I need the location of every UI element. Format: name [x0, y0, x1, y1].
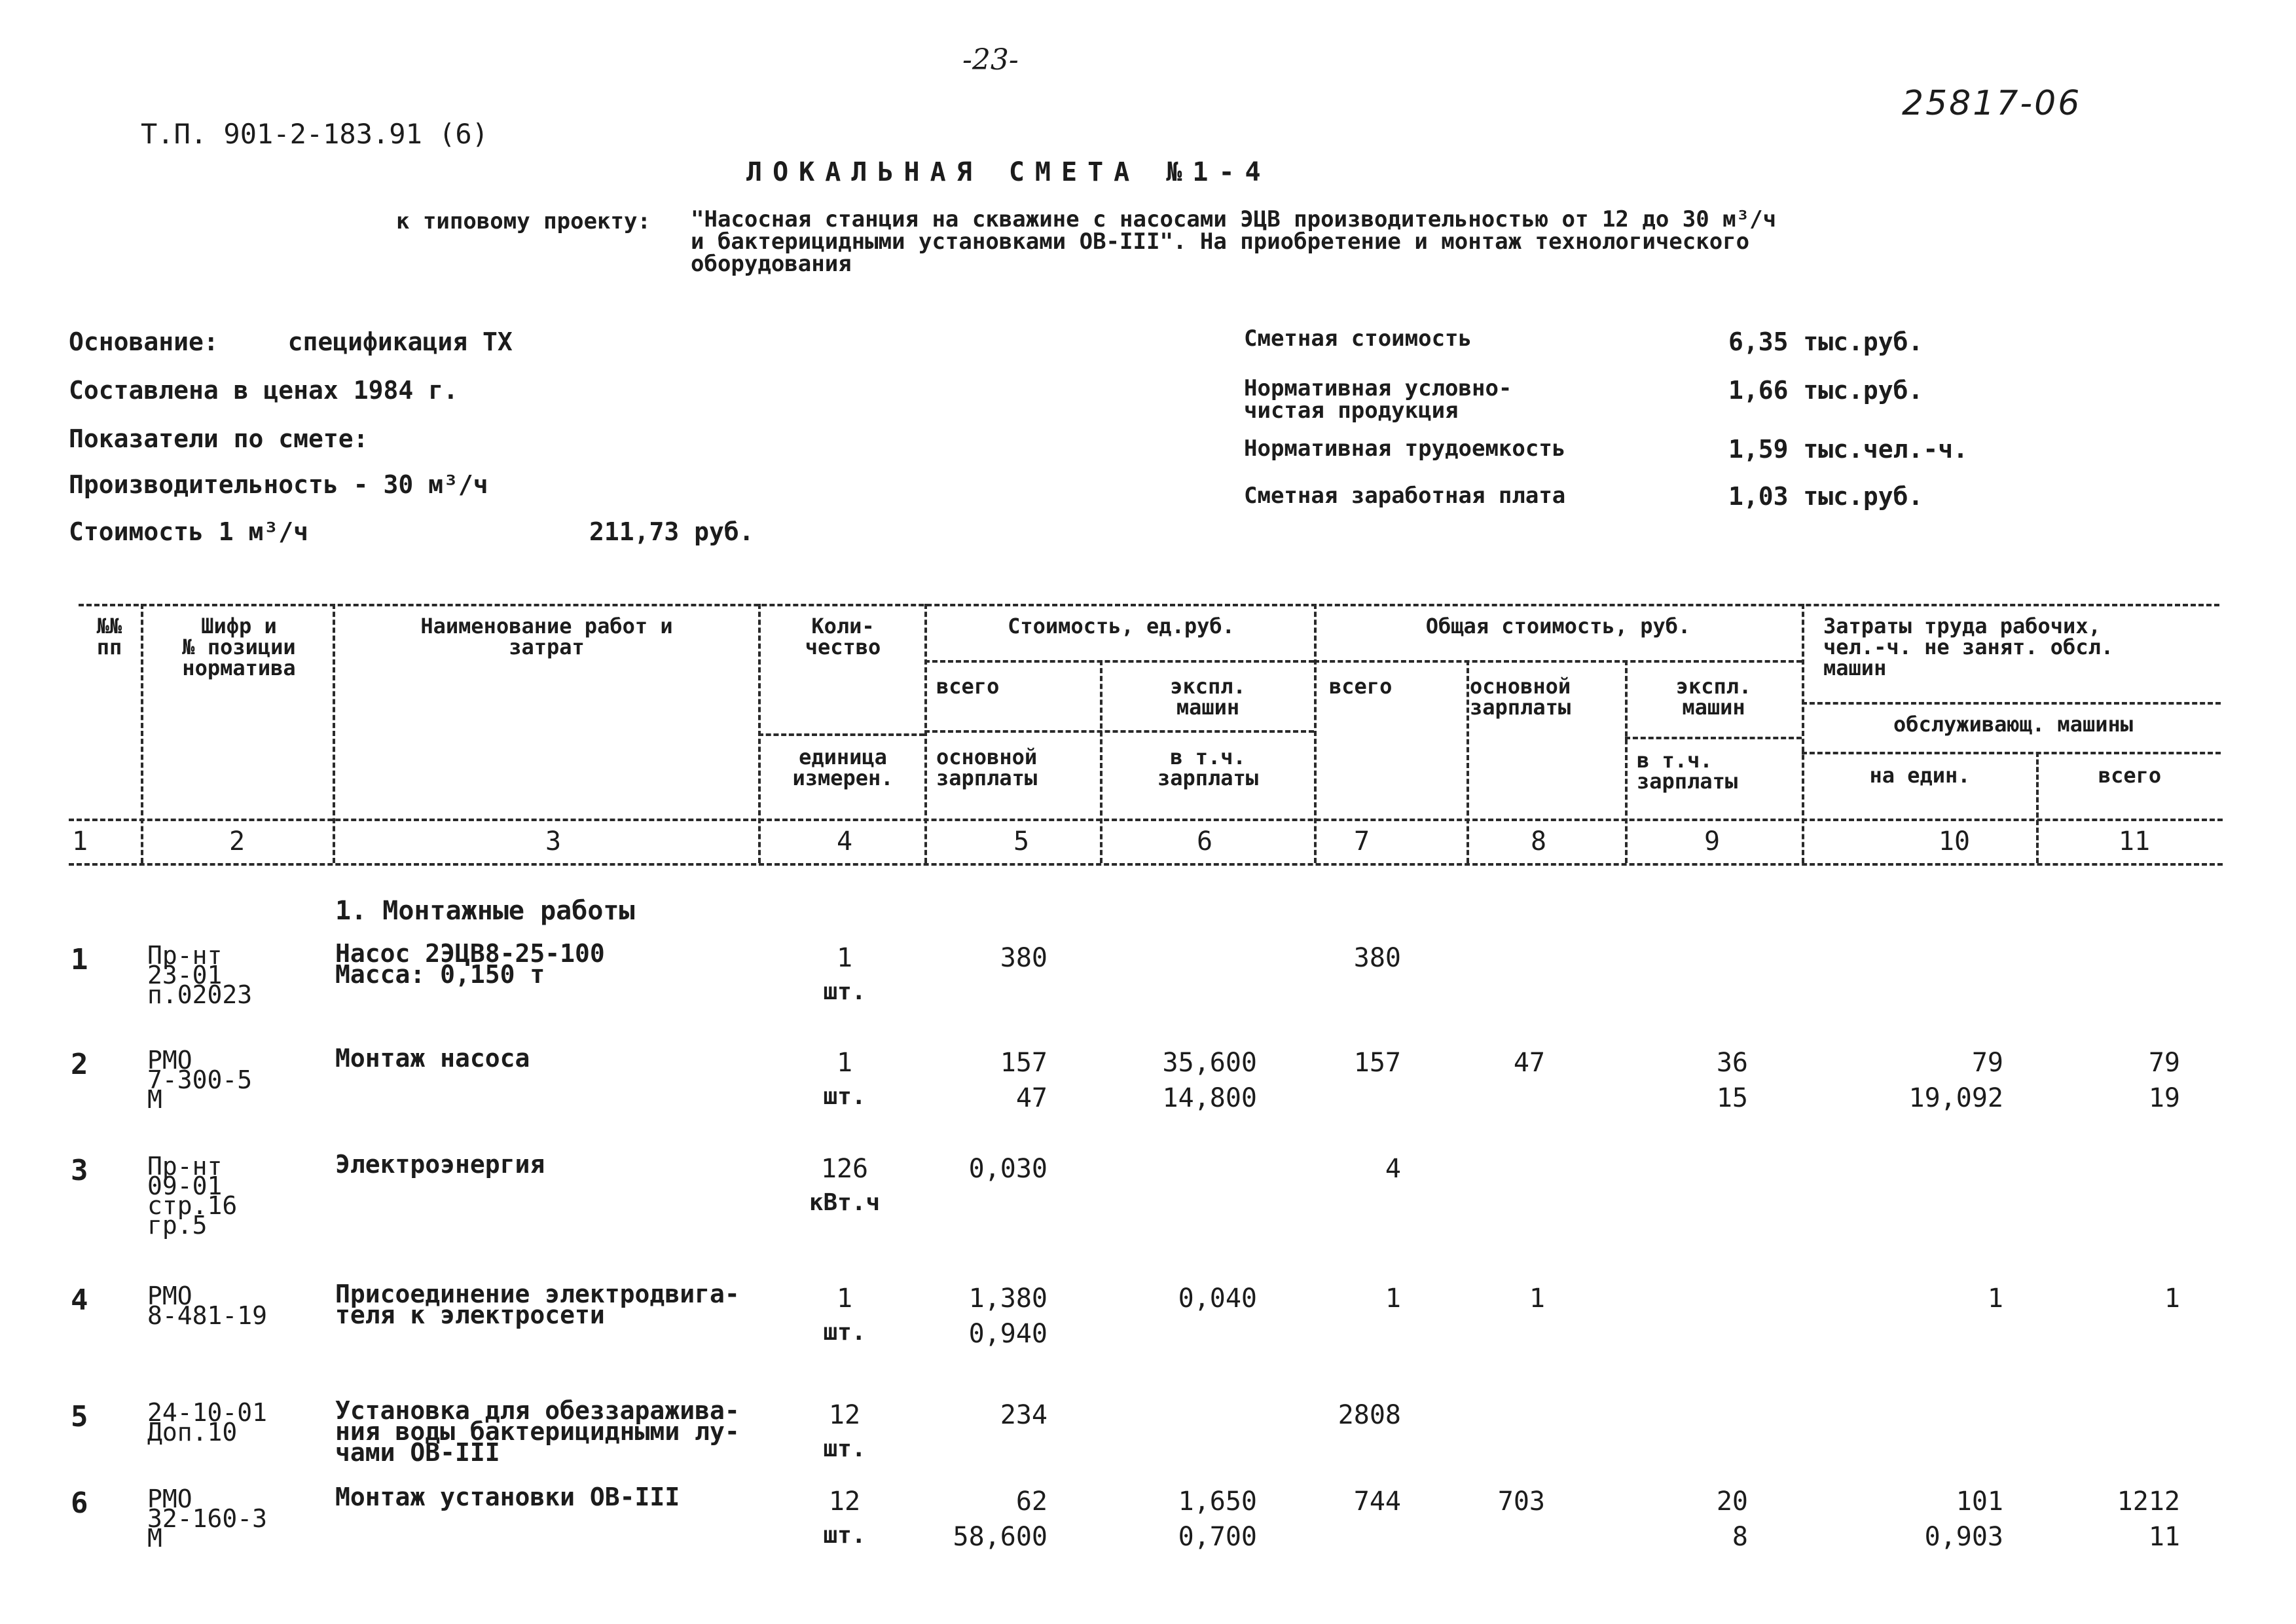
header-labor-machines: обслуживающ. машины	[1893, 712, 2134, 737]
unit-cost-sub-rule	[924, 730, 1314, 733]
column-number: 7	[1353, 826, 1370, 857]
info-unit-cost-value: 211,73 руб.	[589, 517, 754, 546]
row-code: РМО 7-300-5 М	[147, 1046, 253, 1114]
row-total-wages: 703	[1497, 1486, 1545, 1517]
subject-line: "Насосная станция на скважине с насосами ЭЦВ производительностью от 12 до 30 м³/ч	[691, 206, 1777, 232]
info-labor-intensity-value: 1,59 тыс.чел.-ч.	[1728, 435, 1969, 464]
info-unit-cost	[69, 517, 308, 546]
row-labor-total: 79	[2148, 1048, 2180, 1078]
header-unit-machine-wages: в т.ч. зарплаты	[1157, 745, 1259, 790]
info-wages-value: 1,03 тыс.руб.	[1728, 482, 1923, 511]
column-number: 4	[836, 826, 853, 857]
row-quantity: 1	[836, 1048, 853, 1078]
info-labor-intensity-label: Нормативная трудоемкость	[1244, 435, 1566, 462]
document-code: Т.П. 901-2-183.91 (6)	[141, 118, 489, 150]
row-code: Пр-нт 23-01 п.02023	[147, 941, 253, 1009]
row-unit: шт.	[823, 1083, 866, 1110]
header-total-cost: Общая стоимость, руб.	[1425, 614, 1691, 638]
column-number: 8	[1530, 826, 1547, 857]
table-top-rule	[79, 604, 2219, 606]
info-wages-label: Сметная заработная плата	[1244, 483, 1566, 509]
row-labor-unit-sub: 19,092	[1908, 1083, 2003, 1113]
header-total-wages: основной зарплаты	[1470, 674, 1571, 720]
row-code: РМО 32-160-3 М	[147, 1485, 268, 1553]
header-labor-total: всего	[2098, 763, 2162, 788]
info-value: 30 м³/ч	[383, 470, 488, 499]
row-total: 1	[1385, 1283, 1401, 1314]
col-divider	[1314, 604, 1317, 863]
column-number: 2	[228, 826, 246, 857]
header-unit: единица измерен.	[792, 745, 894, 790]
row-name: Насос 2ЭЦВ8-25-100 Масса: 0,150 т	[335, 939, 605, 989]
info-estimate-cost-label: Сметная стоимость	[1244, 325, 1472, 352]
row-quantity: 1	[836, 1283, 853, 1314]
row-total: 744	[1353, 1486, 1401, 1517]
row-total-machine-wages: 15	[1716, 1083, 1748, 1113]
row-name: Установка для обеззаражива- ния воды бактерицидными лу- чами ОВ-III	[335, 1396, 740, 1467]
row-total: 4	[1385, 1154, 1401, 1184]
row-number: 3	[71, 1154, 88, 1187]
column-number: 3	[545, 826, 562, 857]
row-labor-total: 1212	[2117, 1486, 2180, 1517]
header-unit-machines: экспл. машин	[1170, 674, 1246, 720]
row-total-machines: 36	[1716, 1048, 1748, 1078]
row-quantity: 126	[820, 1154, 869, 1184]
column-number: 5	[1013, 826, 1030, 857]
row-unit: кВт.ч	[809, 1189, 881, 1216]
row-total-wages: 1	[1529, 1283, 1545, 1314]
row-code: Пр-нт 09-01 стр.16 гр.5	[147, 1152, 238, 1240]
row-unit-wages: 58,600	[953, 1522, 1048, 1552]
row-labor-unit: 1	[1987, 1283, 2003, 1314]
row-unit-wages: 0,940	[968, 1319, 1048, 1349]
row-number: 6	[71, 1486, 88, 1520]
subject-line: и бактерицидными установками ОВ-III". На приобретение и монтаж технологического	[691, 229, 1750, 255]
header-code: Шифр и № позиции норматива	[182, 614, 296, 680]
row-quantity: 12	[828, 1486, 861, 1517]
info-net-product-label: Нормативная условно- чистая продукция	[1244, 375, 1512, 424]
row-number: 4	[71, 1283, 88, 1317]
row-labor-unit: 101	[1956, 1486, 2003, 1517]
row-total-machine-wages: 8	[1732, 1522, 1748, 1552]
subject-label: к типовому проекту:	[396, 208, 651, 234]
header-total: всего	[1329, 674, 1393, 699]
col-divider	[1625, 660, 1628, 863]
info-indicators	[69, 424, 369, 453]
column-number: 6	[1196, 826, 1213, 857]
info-label: Стоимость 1 м³/ч	[69, 517, 309, 546]
subject-line: оборудования	[691, 251, 852, 277]
header-labor: Затраты труда рабочих, чел.-ч. не занят. обсл. машин	[1823, 614, 2114, 680]
info-prices	[69, 376, 458, 405]
col-divider	[2036, 752, 2039, 863]
header-total-machines: экспл. машин	[1675, 674, 1752, 720]
row-quantity: 12	[828, 1400, 861, 1430]
row-unit-total: 0,030	[968, 1154, 1048, 1184]
row-unit-machines: 1,650	[1178, 1486, 1257, 1517]
header-unit-wages: основной зарплаты	[936, 745, 1038, 790]
row-labor-unit: 79	[1971, 1048, 2003, 1078]
row-total: 380	[1353, 943, 1401, 973]
info-value: 1984 г.	[353, 376, 458, 405]
numbers-top-rule	[69, 819, 2223, 821]
row-total-machines: 20	[1716, 1486, 1748, 1517]
row-number: 2	[71, 1048, 88, 1081]
row-name: Монтаж установки ОВ-III	[335, 1483, 680, 1511]
column-number: 10	[1938, 826, 1971, 857]
row-unit-total: 380	[1000, 943, 1048, 973]
row-unit-total: 157	[1000, 1048, 1048, 1078]
row-labor-total-sub: 19	[2148, 1083, 2180, 1113]
unit-cost-rule	[924, 660, 1314, 663]
row-labor-total: 1	[2164, 1283, 2180, 1314]
info-basis	[69, 327, 513, 356]
total-cost-rule	[1314, 660, 1802, 663]
row-number: 1	[71, 943, 88, 976]
row-unit: шт.	[823, 978, 866, 1005]
info-net-product-value: 1,66 тыс.руб.	[1728, 376, 1923, 405]
row-total: 157	[1353, 1048, 1401, 1078]
row-name: Электроэнергия	[335, 1150, 545, 1179]
row-unit-machine-wages: 14,800	[1162, 1083, 1257, 1113]
section-title: 1. Монтажные работы	[335, 896, 635, 926]
info-label: Показатели по смете:	[69, 424, 369, 453]
row-code: РМО 8-481-19	[147, 1282, 268, 1330]
col-divider	[758, 604, 761, 863]
document-title: ЛОКАЛЬНАЯ СМЕТА №1-4	[746, 157, 1271, 187]
quantity-rule	[758, 733, 924, 736]
handwritten-number: 25817-06	[1902, 84, 2082, 123]
labor-sub-rule	[1802, 752, 2221, 754]
row-total-wages: 47	[1513, 1048, 1545, 1078]
header-unit-cost: Стоимость, ед.руб.	[1008, 614, 1235, 638]
header-name: Наименование работ и затрат	[420, 614, 673, 659]
row-unit-machine-wages: 0,700	[1178, 1522, 1257, 1552]
row-code: 24-10-01 Доп.10	[147, 1398, 268, 1447]
column-number: 9	[1704, 826, 1721, 857]
row-name: Присоединение электродвига- теля к электросети	[335, 1280, 740, 1329]
row-quantity: 1	[836, 943, 853, 973]
header-row-number: №№ пп	[96, 614, 122, 659]
col-divider	[1467, 660, 1469, 863]
header-total-machine-wages: в т.ч. зарплаты	[1637, 748, 1738, 794]
row-total: 2808	[1338, 1400, 1401, 1430]
row-unit-machines: 0,040	[1178, 1283, 1257, 1314]
row-name: Монтаж насоса	[335, 1044, 530, 1073]
header-unit-total: всего	[936, 674, 1000, 699]
info-label: Составлена в ценах	[69, 376, 338, 405]
numbers-bottom-rule	[69, 863, 2223, 866]
row-labor-total-sub: 11	[2148, 1522, 2180, 1552]
column-number: 11	[2118, 826, 2151, 857]
col-divider	[924, 604, 927, 863]
row-labor-unit-sub: 0,903	[1924, 1522, 2003, 1552]
subject-text	[691, 208, 1776, 275]
info-estimate-cost-value: 6,35 тыс.руб.	[1728, 327, 1923, 356]
labor-rule	[1802, 702, 2221, 705]
machines-rule	[1625, 737, 1802, 739]
info-label: Производительность -	[69, 470, 369, 499]
col-divider	[1802, 604, 1804, 863]
col-divider	[141, 604, 143, 863]
row-unit-total: 234	[1000, 1400, 1048, 1430]
header-quantity: Коли- чество	[805, 614, 881, 659]
column-number: 1	[71, 826, 88, 857]
row-unit-machines: 35,600	[1162, 1048, 1257, 1078]
row-unit-wages: 47	[1015, 1083, 1048, 1113]
info-capacity	[69, 470, 488, 499]
row-unit: шт.	[823, 1522, 866, 1549]
col-divider	[333, 604, 335, 863]
row-unit-total: 1,380	[968, 1283, 1048, 1314]
header-labor-per-unit: на един.	[1869, 763, 1971, 788]
info-label: Основание:	[69, 327, 219, 356]
row-number: 5	[71, 1400, 88, 1433]
row-unit: шт.	[823, 1319, 866, 1346]
col-divider	[1100, 660, 1102, 863]
page-number: -23-	[962, 43, 1019, 77]
row-unit: шт.	[823, 1435, 866, 1462]
row-unit-total: 62	[1015, 1486, 1048, 1517]
info-value: спецификация ТХ	[287, 327, 513, 356]
